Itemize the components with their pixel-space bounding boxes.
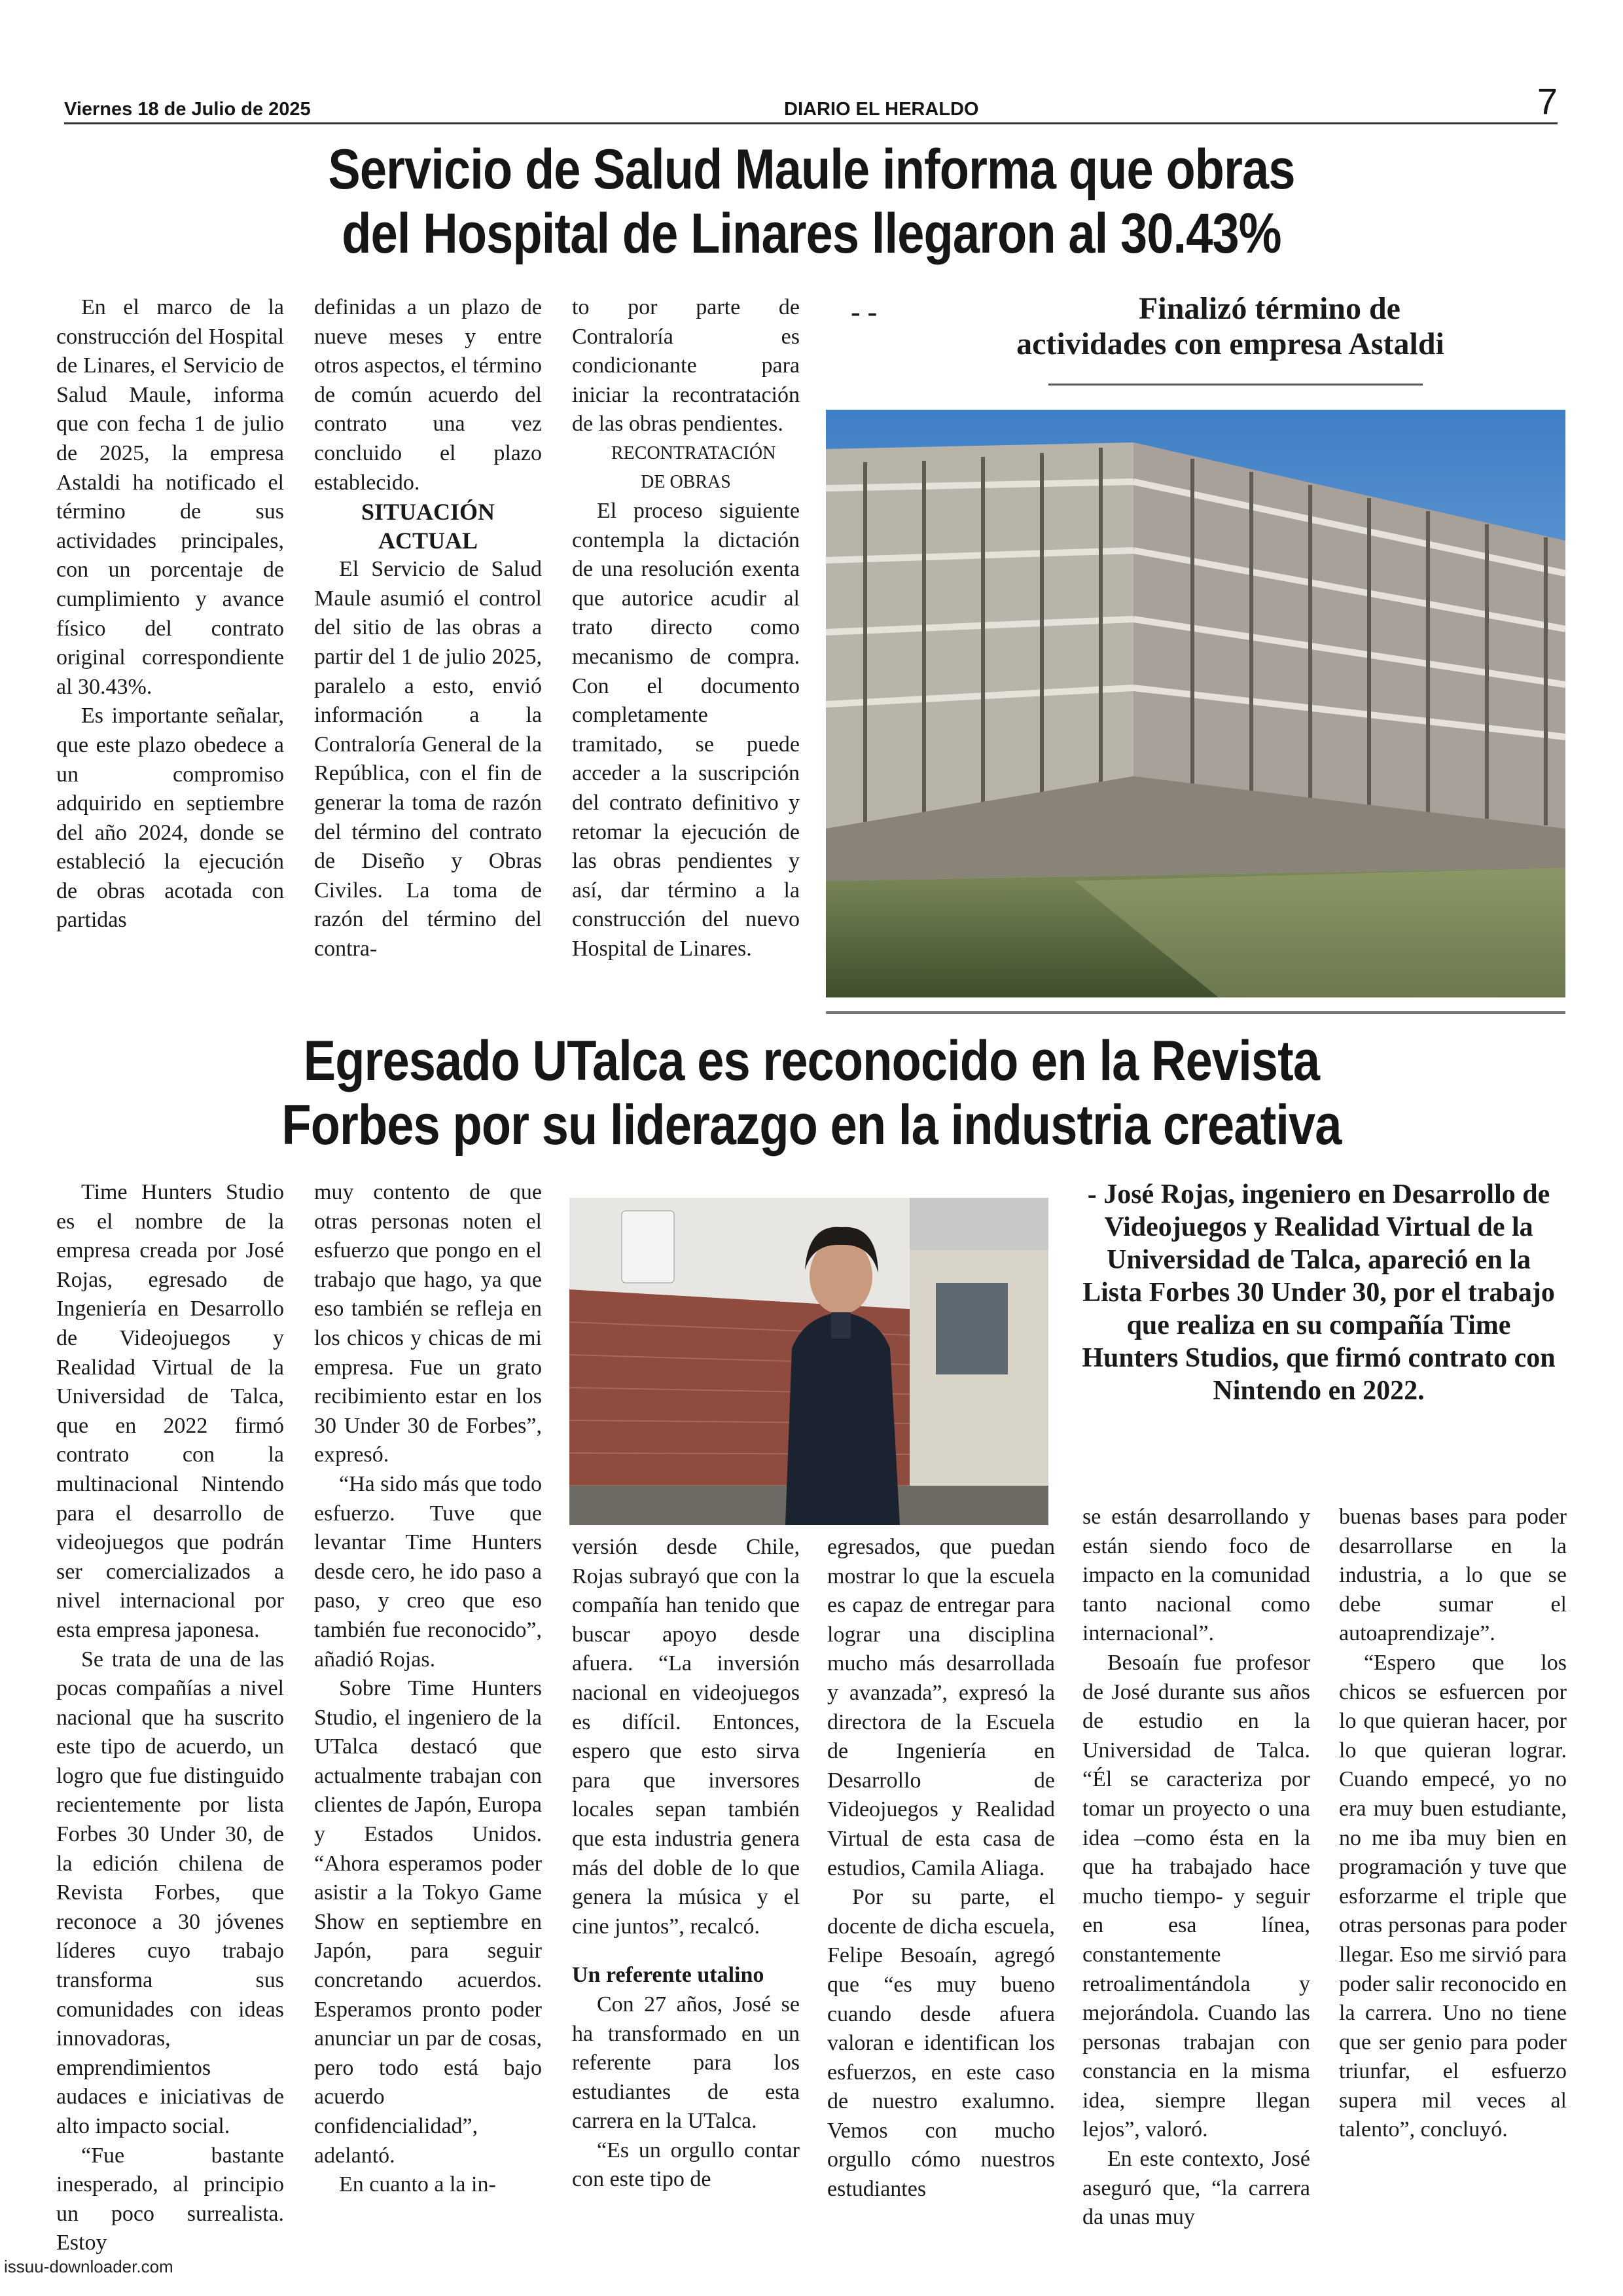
paragraph: En cuanto a la in- — [339, 2172, 496, 2197]
article1-column-2 — [314, 293, 542, 1000]
article2-column-4 — [827, 1533, 1055, 2207]
watermark-source: issuu-downloader.com — [4, 2257, 173, 2276]
deck-dashes: - - — [851, 296, 878, 328]
paragraph: definidas a un plazo de nueve meses y entre otros aspectos, el término de común acuerdo del contrato una vez concluido el plazo establecido. — [314, 295, 542, 495]
headline-line: Forbes por su liderazgo en la industria creativa — [281, 1094, 1342, 1157]
paragraph: buenas bases para poder desarrollarse en la industria, a lo que se debe sumar el autoaprendizaje”. — [1339, 1505, 1567, 1646]
section-divider — [826, 1011, 1565, 1014]
paragraph: Time Hunters Studio es el nombre de la empresa creada por José Rojas, egresado de Ingeniería en Desarrollo de Videojuegos y Realidad Virtual de la Universidad de Talca, que en 2022 firmó contrato con la multinacional Nintendo para el desarrollo de videojuegos que podrán ser comercializados a nivel internacional por esta empresa japonesa. — [56, 1180, 284, 1642]
article1-deck — [903, 291, 1558, 362]
paragraph: Por su parte, el docente de dicha escuela, Felipe Besoaín, agregó que “es muy bueno cuando desde afuera valoran e identifican los esfuerzos, en este caso de nuestro exalumno. Vemos con mucho orgullo cómo nuestros estudiantes — [827, 1885, 1055, 2202]
article2-deck: - José Rojas, ingeniero en Desarrollo de Videojuegos y Realidad Virtual de la Universidad de Talca, apareció en la Lista Forbes 30 Under 30, por el trabajo que realiza en su compañía Time Hunters Studios, que firmó contrato con Nintendo en 2022. — [1082, 1179, 1556, 1406]
paragraph: se están desarrollando y están siendo foco de impacto en la comunidad tanto nacional como internacional”. — [1082, 1505, 1310, 1646]
paragraph: muy contento de que otras personas noten el esfuerzo que pongo en el trabajo que hago, ya que eso también se refleja en los chicos y chicas de mi empresa. Fue un grato recibimiento estar en los 30 Under 30 de Forbes”, expresó. — [314, 1180, 542, 1467]
article1-headline — [114, 137, 1510, 266]
paragraph: Besoaín fue profesor de José durante sus años de estudio en la Universidad de Talca. “Él se caracteriza por tomar un proyecto o una idea –como ésta en la que ha trabajado hace mucho tiempo- y seguir en esa línea, constantemente retroalimentándola y mejorándola. Cuando las personas trabajan con constancia en la misma idea, siempre llegan lejos”, valoró. — [1082, 1650, 1310, 2142]
deck-line: Finalizó término de — [1139, 291, 1400, 326]
paragraph: En este contexto, José aseguró que, “la carrera da unas muy — [1082, 2147, 1310, 2230]
paragraph: El proceso siguiente contempla la dictación de una resolución exenta que autorice acudir al trato directo como mecanismo de compra. Con el documento completamente tramitado, se puede acceder a la suscripción del contrato definitivo y retomar la ejecución de las obras pendientes y así, dar término a la construcción del nuevo Hospital de Linares. — [572, 498, 800, 961]
newspaper-name: DIARIO EL HERALDO — [784, 99, 979, 120]
paragraph: versión desde Chile, Rojas subrayó que con la compañía han tenido que buscar apoyo desde afuera. “La inversión nacional en videojuegos es difícil. Entonces, espero que esto sirva para que inversores locales sepan también que esta industria genera más del doble de lo que genera la música y el cine juntos”, recalcó. — [572, 1535, 800, 1939]
paragraph: egresados, que puedan mostrar lo que la escuela es capaz de entregar para lograr una disciplina mucho más desarrollada y avanzada”, expresó la directora de la Escuela de Ingeniería en Desarrollo de Videojuegos y Realidad Virtual de esta casa de estudios, Camila Aliaga. — [827, 1535, 1055, 1880]
article2-column-2 — [314, 1178, 542, 2206]
paragraph: “Ha sido más que todo esfuerzo. Tuve que levantar Time Hunters desde cero, he ido paso a paso, y creo que eso también fue reconocido”, añadió Rojas. — [314, 1471, 542, 1672]
paragraph: El Servicio de Salud Maule asumió el control del sitio de las obras a partir del 1 de julio 2025, paralelo a esto, envió información a la Contraloría General de la República, con el fin de generar la toma de razón del término del contrato de Diseño y Obras Civiles. La toma de razón del término del contra- — [314, 557, 542, 961]
headline-line: del Hospital de Linares llegaron al 30.43% — [342, 202, 1281, 265]
subheading-referente-utalino: Un referente utalino — [572, 1963, 764, 1988]
page-number: 7 — [1537, 81, 1558, 122]
paragraph: Es importante señalar, que este plazo obedece a un compromiso adquirido en septiembre del año 2024, donde se estableció la ejecución de obras acotada con partidas — [56, 704, 284, 933]
article2-column-3 — [572, 1533, 800, 2207]
deck-line: actividades con empresa Astaldi — [1016, 327, 1444, 361]
article2-column-1 — [56, 1178, 284, 2255]
paragraph: “Espero que los chicos se esfuercen por lo que quieran hacer, por lo que quieran lograr. Cuando empecé, yo no era muy buen estudiante, no me iba muy bien en programación y tuve que esforzarme el triple que otras personas para poder llegar. Eso me sirvió para poder salir reconocido en la carrera. Uno no tiene que ser genio para poder triunfar, el esfuerzo supera mil veces al talento”, concluyó. — [1339, 1650, 1567, 2142]
article2-headline — [114, 1029, 1510, 1157]
article1-column-3 — [572, 293, 800, 1000]
article2-column-6 — [1339, 1503, 1567, 2210]
paragraph: Sobre Time Hunters Studio, el ingeniero de la UTalca destacó que actualmente trabajan con clientes de Japón, Europa y Estados Unidos. “Ahora esperamos poder asistir a la Tokyo Game Show en septiembre en Japón, para seguir concretando acuerdos. Esperamos pronto poder anunciar un par de cosas, pero todo está bajo acuerdo confidencialidad”, adelantó. — [314, 1676, 542, 2168]
subheading-recontratacion: RECONTRATACIÓN DE OBRAS — [611, 442, 776, 492]
deck-underline — [1048, 384, 1423, 386]
paragraph: En el marco de la construcción del Hospital de Linares, el Servicio de Salud Maule, informa que con fecha 1 de julio de 2025, la empresa Astaldi ha notificado el término de sus actividades principales, con un porcentaje de cumplimiento y avance físico del contrato original correspondiente al 30.43%. — [56, 295, 284, 699]
jose-rojas-portrait-photo — [569, 1198, 1048, 1525]
paragraph: Se trata de una de las pocas compañías a nivel nacional que ha suscrito este tipo de acuerdo, un logro que fue distinguido recientemente por lista Forbes 30 Under 30, de la edición chilena de Revista Forbes, que reconoce a 30 jóvenes líderes cuyo trabajo transforma sus comunidades con ideas innovadoras, emprendimientos audaces e iniciativas de alto impacto social. — [56, 1647, 284, 2138]
headline-line: Servicio de Salud Maule informa que obras — [328, 138, 1295, 201]
paragraph: “Fue bastante inesperado, al principio un poco surrealista. Estoy — [56, 2143, 284, 2255]
header-rule — [64, 122, 1558, 124]
issue-date: Viernes 18 de Julio de 2025 — [64, 99, 311, 120]
paragraph: “Es un orgullo contar con este tipo de — [572, 2138, 800, 2192]
paragraph: Con 27 años, José se ha transformado en un referente para los estudiantes de esta carrera en la UTalca. — [572, 1992, 800, 2134]
headline-line: Egresado UTalca es reconocido en la Revista — [303, 1030, 1320, 1092]
article2-column-5 — [1082, 1503, 1310, 2230]
hospital-construction-photo — [826, 410, 1565, 997]
subheading-situacion-actual: SITUACIÓN ACTUAL — [361, 499, 495, 554]
paragraph: to por parte de Contraloría es condicionante para iniciar la recontratación de las obras pendientes. — [572, 295, 800, 437]
article1-column-1 — [56, 293, 284, 1000]
